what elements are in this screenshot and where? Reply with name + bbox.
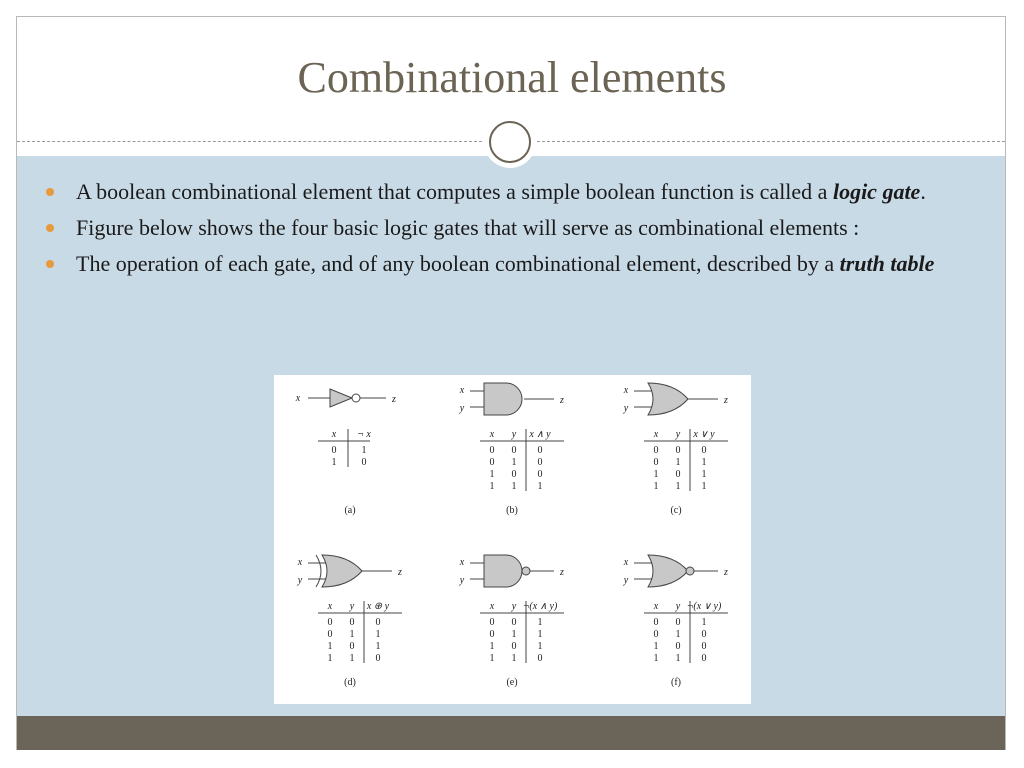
table-cell: 0 — [675, 469, 681, 480]
table-cell: 0 — [537, 653, 543, 664]
table-cell: 1 — [653, 653, 659, 664]
input-label-y: y — [459, 575, 465, 586]
input-label-y: y — [459, 403, 465, 414]
table-cell: 0 — [537, 445, 543, 456]
table-header: x — [489, 429, 495, 440]
table-cell: 1 — [701, 469, 707, 480]
logic-gates-figure — [274, 375, 751, 704]
bullet-item — [46, 176, 966, 208]
table-cell: 0 — [489, 445, 495, 456]
table-cell: 0 — [701, 445, 707, 456]
table-cell: 1 — [653, 469, 659, 480]
logic-gates-diagram — [274, 375, 751, 704]
input-label-y: y — [297, 575, 303, 586]
table-cell: 0 — [327, 629, 333, 640]
bullet-item — [46, 212, 966, 244]
table-cell: 1 — [327, 653, 333, 664]
table-cell: 1 — [331, 457, 337, 468]
input-label-y: y — [623, 403, 629, 414]
table-cell: 1 — [349, 629, 355, 640]
table-cell: 1 — [511, 457, 517, 468]
table-cell: 1 — [511, 481, 517, 492]
bullet-text: The operation of each gate, and of any boolean combinational element, described by a — [76, 251, 840, 276]
table-cell: 1 — [675, 481, 681, 492]
table-cell: 1 — [361, 445, 367, 456]
bullet-emphasis: truth table — [839, 251, 935, 276]
bullet-text: Figure below shows the four basic logic gates that will serve as combinational elements : — [76, 215, 860, 240]
table-cell: 0 — [331, 445, 337, 456]
table-header: x — [489, 601, 495, 612]
table-cell: 0 — [701, 641, 707, 652]
table-cell: 1 — [537, 481, 543, 492]
title-rule-right — [537, 141, 1005, 142]
table-cell: 0 — [361, 457, 367, 468]
table-cell: 0 — [489, 457, 495, 468]
table-header: y — [675, 429, 681, 440]
table-header: x — [653, 429, 659, 440]
table-cell: 0 — [375, 617, 381, 628]
footer-bar — [17, 716, 1005, 750]
table-cell: 1 — [327, 641, 333, 652]
table-cell: 1 — [653, 641, 659, 652]
table-cell: 0 — [489, 617, 495, 628]
table-cell: 0 — [701, 629, 707, 640]
nand-gate-icon — [484, 555, 522, 587]
title-rule-left — [17, 141, 487, 142]
table-cell: 1 — [375, 641, 381, 652]
bullet-dot-icon — [46, 260, 54, 268]
table-cell: 1 — [537, 641, 543, 652]
xor-extra-arc — [316, 555, 321, 587]
input-label-x: x — [295, 393, 301, 404]
input-label-x: x — [459, 385, 465, 396]
table-header: ¬(x ∨ y) — [686, 601, 722, 612]
table-cell: 1 — [375, 629, 381, 640]
bullet-dot-icon — [46, 224, 54, 232]
table-header: y — [675, 601, 681, 612]
table-header: ¬(x ∧ y) — [522, 601, 558, 612]
table-cell: 0 — [537, 457, 543, 468]
table-cell: 1 — [349, 653, 355, 664]
table-cell: 0 — [511, 445, 517, 456]
table-cell: 0 — [653, 445, 659, 456]
input-label-x: x — [623, 385, 629, 396]
figure-caption: (b) — [506, 505, 518, 516]
table-header: y — [511, 601, 517, 612]
table-cell: 0 — [653, 457, 659, 468]
xor-gate-icon — [322, 555, 362, 587]
table-cell: 0 — [675, 641, 681, 652]
table-cell: 0 — [349, 641, 355, 652]
table-header: x — [331, 429, 337, 440]
table-cell: 0 — [327, 617, 333, 628]
figure-caption: (f) — [671, 677, 681, 688]
table-cell: 1 — [489, 653, 495, 664]
table-cell: 0 — [653, 629, 659, 640]
table-cell: 1 — [701, 457, 707, 468]
table-cell: 1 — [489, 469, 495, 480]
figure-caption: (c) — [670, 505, 682, 516]
figure-caption: (a) — [344, 505, 356, 516]
input-label-x: x — [297, 557, 303, 568]
table-cell: 0 — [701, 653, 707, 664]
table-cell: 1 — [675, 653, 681, 664]
table-cell: 1 — [511, 629, 517, 640]
table-cell: 0 — [653, 617, 659, 628]
and-gate-icon — [484, 383, 522, 415]
table-cell: 0 — [675, 617, 681, 628]
ring-inner — [489, 121, 531, 163]
output-label-z: z — [392, 394, 396, 405]
bullet-text: A boolean combinational element that computes a simple boolean function is called a — [76, 179, 833, 204]
table-cell: 1 — [537, 629, 543, 640]
bullet-item — [46, 248, 966, 280]
table-cell: 1 — [701, 481, 707, 492]
inversion-bubble — [352, 394, 360, 402]
figure-caption: (e) — [506, 677, 518, 688]
input-label-x: x — [623, 557, 629, 568]
output-label-z: z — [560, 395, 564, 406]
table-header: y — [349, 601, 355, 612]
output-label-z: z — [724, 567, 728, 578]
table-cell: 1 — [701, 617, 707, 628]
ring-ornament-icon — [484, 116, 536, 168]
table-header: x — [327, 601, 333, 612]
table-cell: 1 — [653, 481, 659, 492]
table-cell: 1 — [537, 617, 543, 628]
input-label-x: x — [459, 557, 465, 568]
bullet-emphasis: logic gate — [832, 179, 921, 204]
bullet-text-after: . — [920, 179, 926, 204]
bullet-list — [46, 176, 966, 284]
table-cell: 1 — [511, 653, 517, 664]
table-cell: 0 — [349, 617, 355, 628]
bullet-dot-icon — [46, 188, 54, 196]
table-header: x ⊕ y — [366, 601, 390, 612]
inversion-bubble — [522, 567, 530, 575]
table-cell: 1 — [489, 641, 495, 652]
table-cell: 0 — [489, 629, 495, 640]
table-cell: 1 — [675, 629, 681, 640]
table-header: x — [653, 601, 659, 612]
input-label-y: y — [623, 575, 629, 586]
table-cell: 0 — [511, 617, 517, 628]
table-cell: 0 — [537, 469, 543, 480]
output-label-z: z — [398, 567, 402, 578]
table-header: x ∨ y — [693, 429, 715, 440]
inversion-bubble — [686, 567, 694, 575]
output-label-z: z — [560, 567, 564, 578]
table-cell: 0 — [375, 653, 381, 664]
slide-title: Combinational elements — [297, 53, 727, 102]
table-cell: 1 — [489, 481, 495, 492]
not-gate-icon — [330, 389, 352, 407]
table-header: x ∧ y — [529, 429, 551, 440]
figure-caption: (d) — [344, 677, 356, 688]
table-header: ¬ x — [357, 429, 371, 440]
table-header: y — [511, 429, 517, 440]
or-gate-icon — [648, 383, 688, 415]
table-cell: 0 — [511, 641, 517, 652]
table-cell: 0 — [511, 469, 517, 480]
nor-gate-icon — [648, 555, 688, 587]
output-label-z: z — [724, 395, 728, 406]
table-cell: 1 — [675, 457, 681, 468]
table-cell: 0 — [675, 445, 681, 456]
